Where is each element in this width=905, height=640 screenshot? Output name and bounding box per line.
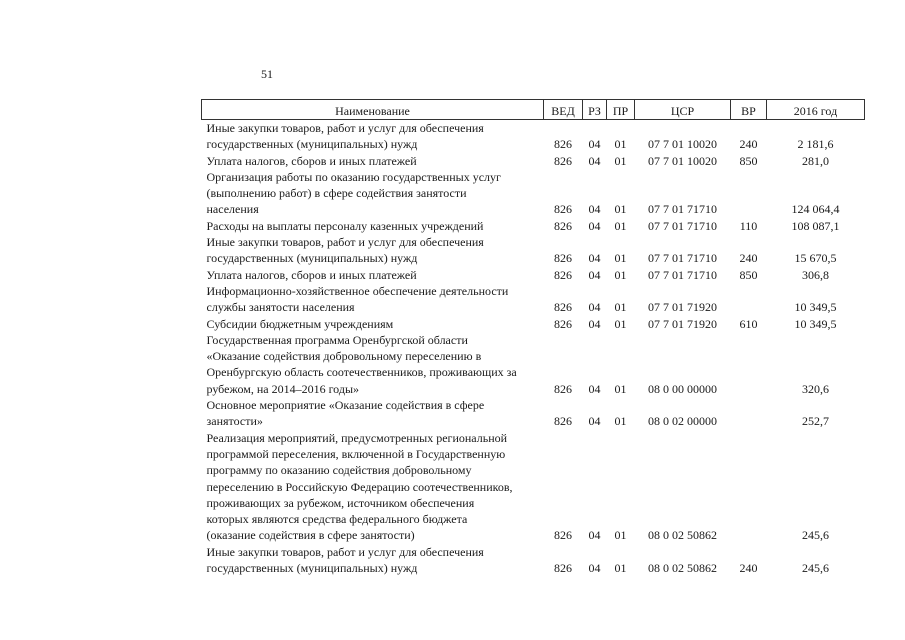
table-row: [202, 169, 865, 218]
column-header-vr: ВР: [731, 100, 767, 120]
cell-csr: 08 0 00 00000: [648, 381, 717, 396]
cell-csr: 07 7 01 71710: [648, 251, 717, 266]
page-number: 51: [261, 67, 273, 81]
cell-vr: [731, 397, 767, 430]
cell-ved: 826: [554, 561, 572, 576]
budget-table-container: [201, 99, 864, 576]
row-name-cell: [202, 169, 544, 218]
table-body: [202, 120, 865, 577]
cell-pr: 01: [614, 202, 627, 217]
cell-rz: 04: [588, 316, 601, 331]
cell-rz: 04: [588, 202, 601, 217]
cell-ved: 826: [554, 202, 572, 217]
cell-vr: 850: [739, 153, 758, 168]
table-row: [202, 332, 865, 397]
column-header-ved: ВЕД: [544, 100, 583, 120]
cell-pr: 01: [614, 414, 627, 429]
cell-value: 320,6: [802, 381, 829, 396]
cell-vr: 110: [739, 218, 758, 233]
column-header-rz: РЗ: [583, 100, 607, 120]
table-row: [202, 120, 865, 153]
cell-vr: 610: [739, 316, 758, 331]
cell-value: 10 349,5: [794, 300, 837, 315]
table-row: [202, 316, 865, 332]
cell-value: 15 670,5: [794, 251, 837, 266]
cell-vr: 240: [739, 137, 758, 152]
row-name-line: (выполнению работ) в сфере содействия занятости: [206, 186, 467, 201]
cell-rz: 04: [588, 137, 601, 152]
row-name-line: программу по оказанию содействия добровольному: [206, 463, 472, 478]
row-name-cell: [202, 397, 544, 430]
row-name-cell: [202, 234, 544, 267]
cell-pr: 01: [614, 137, 627, 152]
cell-vr: 240: [739, 561, 758, 576]
row-name-cell: [202, 430, 544, 544]
cell-rz: 04: [588, 300, 601, 315]
column-header-csr: ЦСР: [635, 100, 731, 120]
row-name-line: рубежом, на 2014–2016 годы»: [206, 381, 360, 396]
cell-ved: 826: [554, 153, 572, 168]
row-name-line: занятости»: [206, 414, 263, 429]
cell-value: 281,0: [802, 153, 829, 168]
row-name-line: Иные закупки товаров, работ и услуг для обеспечения: [206, 235, 484, 250]
column-header-year: 2016 год: [767, 100, 865, 120]
row-name-line: государственных (муниципальных) нужд: [206, 251, 418, 266]
cell-ved: 826: [554, 137, 572, 152]
cell-ved: 826: [554, 267, 572, 282]
cell-pr: 01: [614, 218, 627, 233]
row-name-cell: [202, 332, 544, 397]
table-row: [202, 430, 865, 544]
table-row: [202, 153, 865, 169]
row-name-line: Уплата налогов, сборов и иных платежей: [206, 153, 417, 168]
cell-rz: 04: [588, 561, 601, 576]
row-name-line: проживающих за рубежом, источником обеспечения: [206, 495, 475, 510]
cell-vr: 850: [739, 267, 758, 282]
row-name-cell: [202, 153, 544, 169]
cell-csr: 07 7 01 71920: [648, 300, 717, 315]
budget-table: [201, 99, 865, 576]
cell-csr: 08 0 02 00000: [648, 414, 717, 429]
cell-rz: 04: [588, 153, 601, 168]
cell-csr: 07 7 01 10020: [648, 137, 717, 152]
column-header-pr: ПР: [607, 100, 635, 120]
cell-csr: 08 0 02 50862: [648, 561, 717, 576]
cell-vr: [731, 430, 767, 544]
table-row: [202, 397, 865, 430]
cell-rz: 04: [588, 414, 601, 429]
row-name-line: Основное мероприятие «Оказание содействия в сфере: [206, 398, 485, 413]
cell-vr: 240: [739, 251, 758, 266]
row-name-cell: [202, 218, 544, 234]
cell-value: 245,6: [802, 561, 829, 576]
row-name-line: Уплата налогов, сборов и иных платежей: [206, 267, 417, 282]
cell-pr: 01: [614, 561, 627, 576]
cell-rz: 04: [588, 267, 601, 282]
table-header-row: [202, 100, 865, 120]
row-name-line: Иные закупки товаров, работ и услуг для обеспечения: [206, 544, 484, 559]
cell-pr: 01: [614, 153, 627, 168]
row-name-cell: [202, 283, 544, 316]
cell-pr: 01: [614, 267, 627, 282]
cell-vr: [731, 332, 767, 397]
row-name-line: программой переселения, включенной в Государственную: [206, 446, 506, 461]
cell-value: 108 087,1: [791, 218, 840, 233]
table-row: [202, 234, 865, 267]
cell-pr: 01: [614, 300, 627, 315]
row-name-cell: [202, 120, 544, 153]
cell-csr: 07 7 01 71710: [648, 218, 717, 233]
cell-ved: 826: [554, 251, 572, 266]
row-name-line: Реализация мероприятий, предусмотренных региональной: [206, 430, 508, 445]
cell-value: 252,7: [802, 414, 829, 429]
row-name-line: переселению в Российскую Федерацию соотечественников,: [206, 479, 513, 494]
row-name-line: государственных (муниципальных) нужд: [206, 561, 418, 576]
row-name-line: Оренбургскую область соотечественников, проживающих за: [206, 365, 517, 380]
cell-ved: 826: [554, 381, 572, 396]
row-name-line: Иные закупки товаров, работ и услуг для обеспечения: [206, 121, 484, 135]
cell-vr: [731, 283, 767, 316]
row-name-cell: [202, 267, 544, 283]
row-name-line: «Оказание содействия добровольному переселению в: [206, 349, 482, 364]
cell-value: 306,8: [802, 267, 829, 282]
row-name-line: Расходы на выплаты персоналу казенных учреждений: [206, 218, 484, 233]
cell-pr: 01: [614, 251, 627, 266]
table-row: [202, 283, 865, 316]
table-row: [202, 267, 865, 283]
row-name-line: Информационно-хозяйственное обеспечение деятельности: [206, 283, 509, 298]
cell-vr: [731, 169, 767, 218]
cell-value: 124 064,4: [791, 202, 840, 217]
cell-pr: 01: [614, 381, 627, 396]
row-name-line: Государственная программа Оренбургской области: [206, 332, 468, 347]
row-name-line: населения: [206, 202, 259, 217]
cell-value: 2 181,6: [797, 137, 834, 152]
row-name-line: Субсидии бюджетным учреждениям: [206, 316, 394, 331]
cell-pr: 01: [614, 528, 627, 543]
cell-csr: 07 7 01 71710: [648, 202, 717, 217]
row-name-line: Организация работы по оказанию государственных услуг: [206, 169, 501, 184]
table-row: [202, 218, 865, 234]
cell-rz: 04: [588, 381, 601, 396]
table-row: [202, 544, 865, 577]
row-name-line: которых являются средства федерального бюджета: [206, 512, 468, 527]
row-name-line: (оказание содействия в сфере занятости): [206, 528, 415, 543]
cell-value: 245,6: [802, 528, 829, 543]
cell-csr: 07 7 01 71920: [648, 316, 717, 331]
cell-csr: 07 7 01 10020: [648, 153, 717, 168]
row-name-cell: [202, 544, 544, 577]
row-name-line: государственных (муниципальных) нужд: [206, 137, 418, 152]
cell-pr: 01: [614, 316, 627, 331]
cell-ved: 826: [554, 316, 572, 331]
cell-ved: 826: [554, 218, 572, 233]
cell-rz: 04: [588, 218, 601, 233]
cell-ved: 826: [554, 300, 572, 315]
cell-csr: 08 0 02 50862: [648, 528, 717, 543]
cell-rz: 04: [588, 528, 601, 543]
cell-ved: 826: [554, 528, 572, 543]
cell-ved: 826: [554, 414, 572, 429]
cell-value: 10 349,5: [794, 316, 837, 331]
cell-csr: 07 7 01 71710: [648, 267, 717, 282]
row-name-line: службы занятости населения: [206, 300, 355, 315]
cell-rz: 04: [588, 251, 601, 266]
row-name-cell: [202, 316, 544, 332]
column-header-name: Наименование: [202, 100, 544, 120]
